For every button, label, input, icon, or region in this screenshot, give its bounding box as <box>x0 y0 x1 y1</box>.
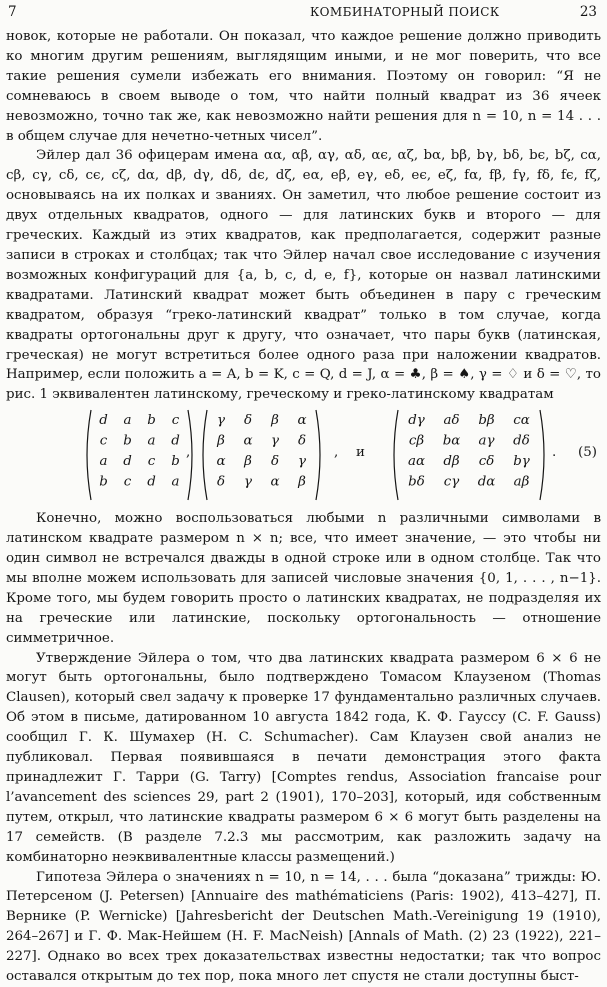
graeco-latin-square-matrix <box>389 407 549 503</box>
equation-number: (5) <box>578 445 597 461</box>
graeco-latin-square-cell: cβ <box>408 433 425 449</box>
graeco-latin-square-cell: cγ <box>443 474 460 490</box>
paragraph-4: Утверждение Эйлера о том, что два латинских квадрата размером 6 × 6 не могут быть ортогональны, было подтверждено Томасом Клаузеном (Thomas Clausen), который свел задачу к проверке 17 фундаментально различных случаев. Об этом в письме, датированном 10 августа 1842 года, К. Ф. Гауссу (C. F. Gauss) сообщил Г. К. Шумахер (H. C. Schumacher). Сам Клаузен свой анализ не публиковал. Первая появившаяся в печати демонстрация этого факта принадлежит Г. Тарри (G. Tarry) [Comptes rendus, Association francaise pour l’avancement des sciences 29, part 2 (1901), 170–203], который, идя собственным путем, открыл, что латинские квадраты размером 6 × 6 могут быть разделены на 17 семейств. (В разделе 7.2.3 мы рассмотрим, как разложить задачу на комбинаторно неэквивалентные классы размещений.) <box>6 650 601 865</box>
matrix-separator-and: и <box>356 445 365 461</box>
graeco-latin-square-cell: cδ <box>478 454 495 470</box>
greek-square-cell: γ <box>297 454 307 470</box>
latin-square-cell: c <box>99 433 108 449</box>
running-title: КОМБИНАТОРНЫЙ ПОИСК <box>310 5 500 19</box>
graeco-latin-square-left-paren <box>394 410 398 500</box>
greek-square-cell: β <box>271 413 279 429</box>
graeco-latin-square-cell: dδ <box>513 433 530 449</box>
latin-square-cell: d <box>99 413 108 429</box>
graeco-latin-square-cell: cα <box>513 413 530 429</box>
greek-square-left-paren <box>203 410 207 500</box>
latin-square-cell: d <box>171 433 180 449</box>
greek-square-cell: β <box>244 454 252 470</box>
latin-square-cell: a <box>99 454 108 470</box>
latin-square-cell: b <box>171 454 180 470</box>
latin-square-cell: a <box>171 474 180 490</box>
text-body <box>6 27 601 987</box>
latin-square-cell: d <box>123 454 132 470</box>
latin-square-cell: b <box>123 433 132 449</box>
graeco-latin-square-cell: aδ <box>443 413 460 429</box>
greek-square-cell: γ <box>243 474 253 490</box>
paragraph-1: новок, которые не работали. Он показал, что каждое решение должно приводить ко многим другим решениям, выглядящим иными, и не мог поверить, что все такие решения сумели избежать его внимания. Поэтому он говорил: “Я не сомневаюсь в своем выводе о том, что найти полный квадрат из 36 ячеек невозможно, точно так же, как невозможно найти решения для n = 10, n = 14 . . . в общем случае для нечетно-четных чисел”. <box>6 29 601 144</box>
paragraph-3: Конечно, можно воспользоваться любыми n различными символами в латинском квадрате размером n × n; все, что имеет значение, — это чтобы ни один символ не встречался дважды в одной строке или в одном столбце. Так что мы вполне можем использовать для записей числовые значения {0, 1, . . . , n−1}. Кроме того, мы будем говорить просто о латинских квадратах, не подразделяя их на греческие или латинские, поскольку ортогональность — отношение симметричное. <box>6 511 601 646</box>
section-number: 7 <box>8 4 17 20</box>
graeco-latin-square-right-paren <box>540 410 544 500</box>
graeco-latin-square-cell: dβ <box>443 454 460 470</box>
greek-square-cell: α <box>243 433 253 449</box>
paragraph-5: Гипотеза Эйлера о значениях n = 10, n = 14, . . . была “доказана” трижды: Ю. Петерсеном (J. Petersen) [Annuaire des mathématiciens (Paris: 1902), 413–427], П. Вернике (P. Wernicke) [Jahresbericht der Deutschen Math.-Vereinigung 19 (1910), 264–267] и Г. Ф. Мак-Нейшем (H. F. MacNeish) [Annals of Math. (2) 23 (1922), 221–227]. Однако во всех трех доказательствах известны недостатки; так что вопрос оставался открытым до тех пор, пока много лет спустя не стали доступны быст- <box>6 869 601 985</box>
latin-square-cell: c <box>147 454 156 470</box>
matrix-separator-comma-2: , <box>334 445 339 461</box>
latin-square-cell: b <box>147 413 156 429</box>
greek-square-cell: β <box>217 433 225 449</box>
greek-square-matrix <box>198 407 325 503</box>
graeco-latin-square-cell: dγ <box>408 413 425 429</box>
equation-5 <box>6 407 601 503</box>
matrix-separator-comma: , <box>186 445 191 461</box>
latin-square-cell: b <box>99 474 108 490</box>
greek-square-cell: α <box>216 454 226 470</box>
greek-square-cell: γ <box>270 433 280 449</box>
latin-square-cell: c <box>123 474 132 490</box>
latin-square-left-paren <box>87 410 91 500</box>
greek-square-cell: γ <box>216 413 226 429</box>
greek-square-cell: β <box>298 474 306 490</box>
greek-square-cell: δ <box>216 474 226 490</box>
graeco-latin-square-cell: bγ <box>513 454 530 470</box>
equation-end-period: . <box>552 445 557 461</box>
latin-square-cell: d <box>147 474 156 490</box>
graeco-latin-square-cell: bδ <box>408 474 425 490</box>
running-header <box>8 4 597 24</box>
greek-square-right-paren <box>316 410 320 500</box>
latin-square-cell: c <box>171 413 180 429</box>
greek-square-cell: δ <box>243 413 253 429</box>
paragraph-2: Эйлер дал 36 офицерам имена αα, αβ, αγ, αδ, αϵ, αζ, bα, bβ, bγ, bδ, bϵ, bζ, cα, cβ, cγ, cδ, cϵ, cζ, dα, dβ, dγ, dδ, dϵ, dζ, eα, eβ, eγ, eδ, eϵ, eζ, fα, fβ, fγ, fδ, fϵ, fζ, основываясь на их полках и званиях. Он заметил, что любое решение состоит из двух отдельных квадратов, одного — для латинских букв и второго — для греческих. Каждый из этих квадратов, как предполагается, содержит разные записи в строках и столбцах; так что Эйлер начал свое исследование с изучения возможных конфигураций для {a, b, c, d, e, f}, которые он назвал латинскими квадратами. Латинский квадрат может быть объединен в пару с греческим квадратом, образуя “греко-латинский квадрат” только в том случае, когда квадраты ортогональны друг к другу, что означает, что пары букв (латинская, греческая) не могут встретиться более одного раза при наложении квадратов. Например, если положить a = A, b = K, c = Q, d = J, α = ♣, β = ♠, γ = ♢ и δ = ♡, то рис. 1 эквивалентен латинскому, греческому и греко-латинскому квадратам <box>6 148 601 403</box>
greek-square-cell: δ <box>297 433 307 449</box>
latin-square-matrix <box>82 407 197 503</box>
greek-square-cell: α <box>270 474 280 490</box>
page-number: 23 <box>579 4 597 20</box>
graeco-latin-square-cell: dα <box>477 474 496 490</box>
latin-square-cell: a <box>123 413 132 429</box>
graeco-latin-square-cell: aα <box>407 454 426 470</box>
graeco-latin-square-cell: bα <box>442 433 461 449</box>
graeco-latin-square-cell: bβ <box>478 413 495 429</box>
graeco-latin-square-cell: aγ <box>478 433 495 449</box>
graeco-latin-square-cell: aβ <box>513 474 530 490</box>
greek-square-cell: δ <box>270 454 280 470</box>
latin-square-cell: a <box>147 433 156 449</box>
greek-square-cell: α <box>297 413 307 429</box>
